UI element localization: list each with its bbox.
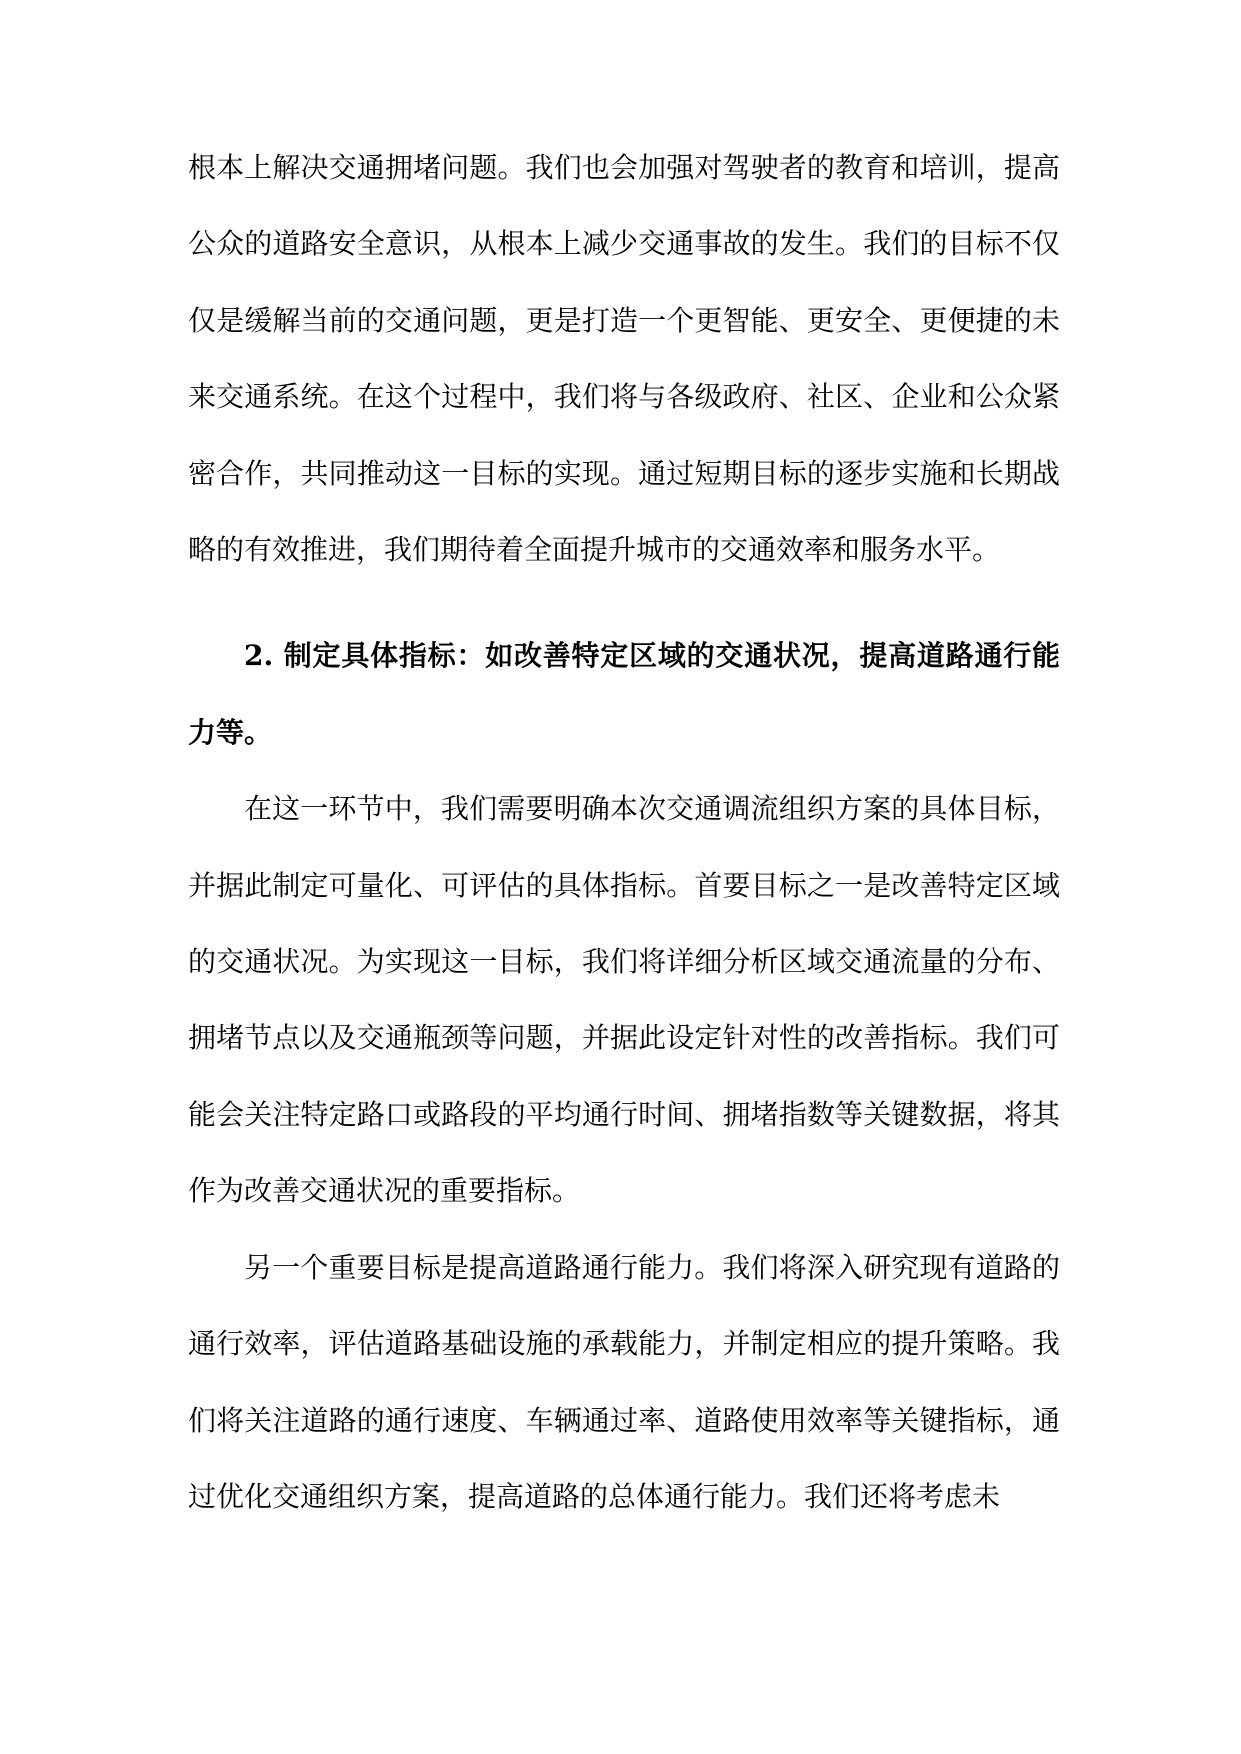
section-heading: 2. 制定具体指标：如改善特定区域的交通状况，提高道路通行能力等。	[188, 639, 1060, 749]
body-paragraph-continued: 根本上解决交通拥堵问题。我们也会加强对驾驶者的教育和培训，提高公众的道路安全意识，从根本上减少交通事故的发生。我们的目标不仅仅是缓解当前的交通问题，更是打造一个更智能、更安全、更便捷的未来交通系统。在这个过程中，我们将与各级政府、社区、企业和公众紧密合作，共同推动这一目标的实现。通过短期目标的逐步实施和长期战略的有效推进，我们期待着全面提升城市的交通效率和服务水平。	[188, 151, 1060, 567]
document-page	[188, 130, 1060, 1535]
body-paragraph: 在这一环节中，我们需要明确本次交通调流组织方案的具体目标，并据此制定可量化、可评估的具体指标。首要目标之一是改善特定区域的交通状况。为实现这一目标，我们将详细分析区域交通流量的分布、拥堵节点以及交通瓶颈等问题，并据此设定针对性的改善指标。我们可能会关注特定路口或路段的平均通行时间、拥堵指数等关键数据，将其作为改善交通状况的重要指标。	[188, 792, 1060, 1208]
body-paragraph: 另一个重要目标是提高道路通行能力。我们将深入研究现有道路的通行效率，评估道路基础设施的承载能力，并制定相应的提升策略。我们将关注道路的通行速度、车辆通过率、道路使用效率等关键指标，通过优化交通组织方案，提高道路的总体通行能力。我们还将考虑未	[188, 1250, 1060, 1513]
